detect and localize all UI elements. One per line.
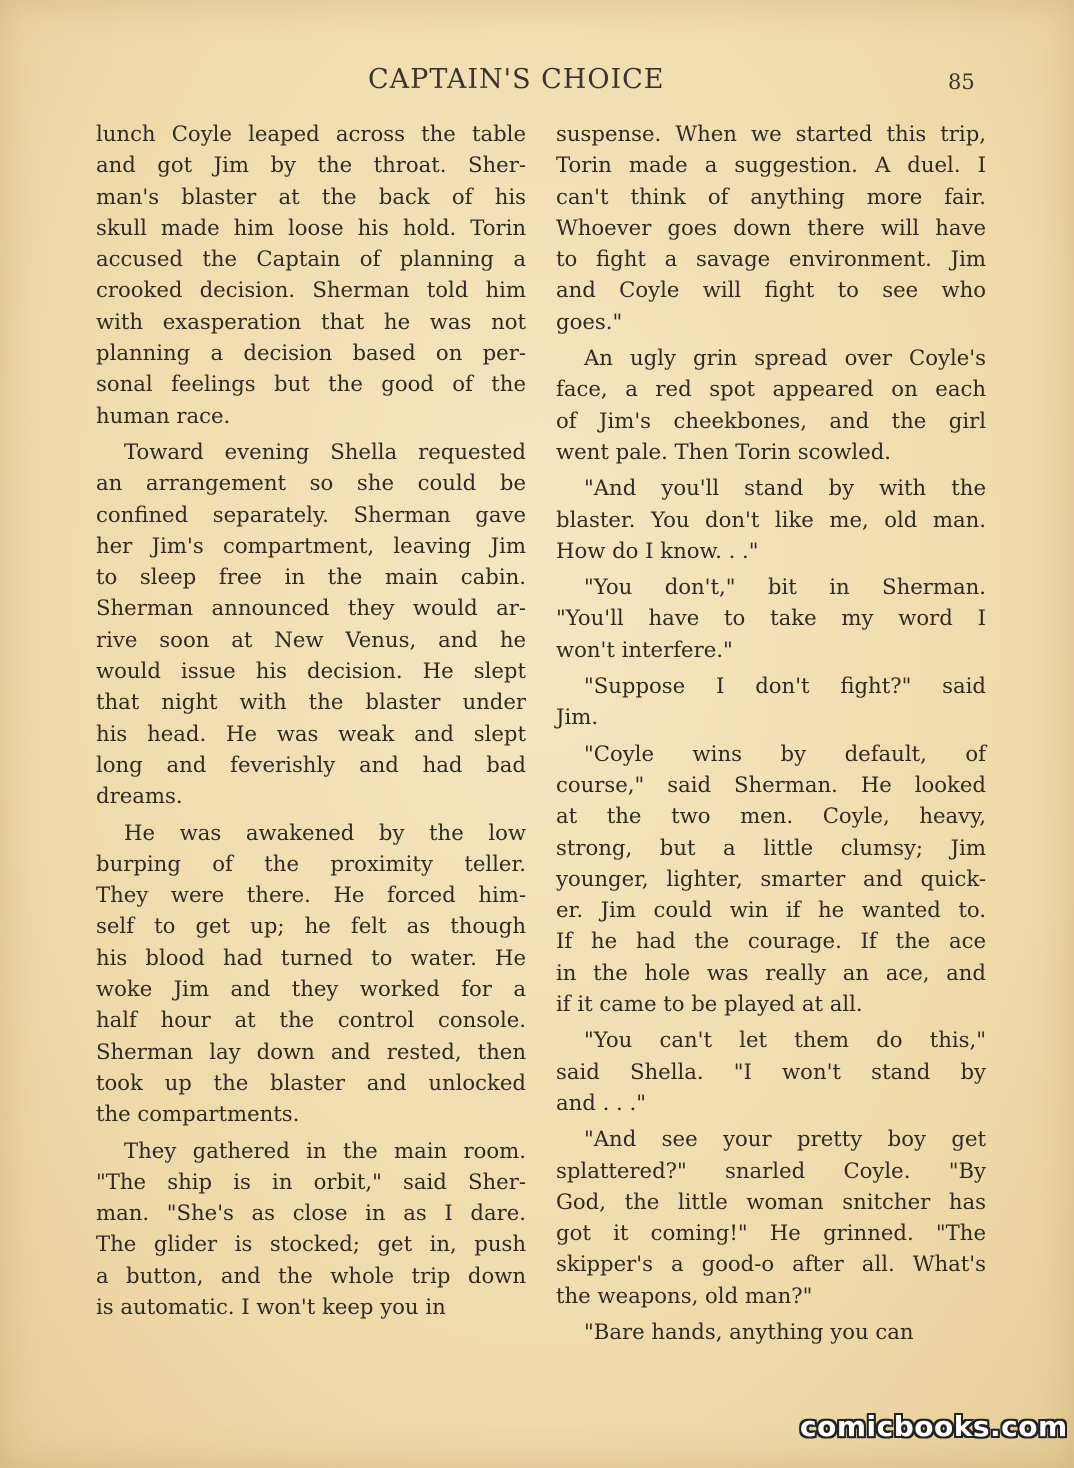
text-line: an arrangement so she could be xyxy=(96,470,526,496)
text-line: How do I know. . ." xyxy=(556,537,759,563)
text-line: her Jim's compartment, leaving Jim xyxy=(96,532,526,558)
paragraph xyxy=(556,670,986,733)
text-line: to fight a savage environment. Jim xyxy=(556,246,986,272)
text-line: his blood had turned to water. He xyxy=(96,944,526,970)
running-head xyxy=(0,64,1074,104)
text-line: can't think of anything more fair. xyxy=(556,183,986,209)
paragraph xyxy=(556,118,986,337)
text-line: with exasperation that he was not xyxy=(96,308,526,334)
text-line: Torin made a suggestion. A duel. I xyxy=(556,152,986,178)
watermark-logo: comicbooks.com xyxy=(800,1410,1068,1443)
text-line: took up the blaster and unlocked xyxy=(96,1069,526,1095)
text-line: won't interfere." xyxy=(556,636,733,662)
text-line: and . . ." xyxy=(556,1089,646,1115)
paragraph xyxy=(96,436,526,812)
paragraph xyxy=(556,1123,986,1311)
text-line: Toward evening Shella requested xyxy=(124,438,526,464)
text-line: "You don't," bit in Sherman. xyxy=(584,574,986,600)
text-line: burping of the proximity teller. xyxy=(96,850,526,876)
story-title: CAPTAIN'S CHOICE xyxy=(368,64,665,95)
text-line: to sleep free in the main cabin. xyxy=(96,564,526,590)
text-line: said Shella. "I won't stand by xyxy=(556,1058,986,1084)
text-line: the weapons, old man?" xyxy=(556,1282,813,1308)
text-line: face, a red spot appeared on each xyxy=(556,376,986,402)
text-line: course," said Sherman. He looked xyxy=(556,771,986,797)
text-line: if it came to be played at all. xyxy=(556,991,863,1017)
text-line: self to get up; he felt as though xyxy=(96,913,526,939)
text-line: long and feverishly and had bad xyxy=(96,751,526,777)
text-line: "Coyle wins by default, of xyxy=(584,740,986,766)
text-line: Whoever goes down there will have xyxy=(556,214,986,240)
paragraph xyxy=(556,472,986,566)
text-line: "Bare hands, anything you can xyxy=(584,1318,914,1344)
text-line: An ugly grin spread over Coyle's xyxy=(584,345,986,371)
text-line: that night with the blaster under xyxy=(96,689,526,715)
text-line: human race. xyxy=(96,402,231,428)
text-line: at the two men. Coyle, heavy, xyxy=(556,803,986,829)
text-line: splattered?" snarled Coyle. "By xyxy=(556,1157,986,1183)
text-line: "Suppose I don't fight?" said xyxy=(584,673,986,699)
text-line: lunch Coyle leaped across the table xyxy=(96,121,526,146)
text-line: Jim. xyxy=(556,704,599,730)
text-line: a button, and the whole trip down xyxy=(96,1262,526,1288)
text-line: He was awakened by the low xyxy=(124,819,526,845)
text-line: "And see your pretty boy get xyxy=(584,1126,986,1152)
paragraph xyxy=(556,342,986,467)
text-line: woke Jim and they worked for a xyxy=(96,976,526,1002)
text-line: and Coyle will fight to see who xyxy=(556,277,986,303)
paragraph xyxy=(96,118,526,431)
text-line: planning a decision based on per- xyxy=(96,340,526,366)
text-line: the compartments. xyxy=(96,1101,300,1127)
text-line: skipper's a good-o after all. What's xyxy=(556,1251,986,1277)
text-line: Sherman lay down and rested, then xyxy=(96,1038,526,1064)
text-line: If he had the courage. If the ace xyxy=(556,928,986,954)
text-line: man's blaster at the back of his xyxy=(96,183,526,209)
text-line: rive soon at New Venus, and he xyxy=(96,626,526,652)
text-line: God, the little woman snitcher has xyxy=(556,1188,986,1214)
text-line: his head. He was weak and slept xyxy=(96,720,526,746)
paragraph xyxy=(96,1135,526,1323)
text-line: "You can't let them do this," xyxy=(584,1027,986,1053)
paragraph xyxy=(556,738,986,1020)
text-line: would issue his decision. He slept xyxy=(96,658,526,684)
paragraph xyxy=(96,817,526,1130)
text-line: went pale. Then Torin scowled. xyxy=(556,438,892,464)
paragraph xyxy=(556,571,986,665)
text-line: dreams. xyxy=(96,783,183,809)
left-text-column xyxy=(96,118,526,1327)
text-line: blaster. You don't like me, old man. xyxy=(556,506,986,532)
text-line: confined separately. Sherman gave xyxy=(96,501,526,527)
text-line: and got Jim by the throat. Sher- xyxy=(96,152,526,178)
text-line: man. "She's as close in as I dare. xyxy=(96,1200,526,1226)
text-line: goes." xyxy=(556,308,623,334)
text-line: sonal feelings but the good of the xyxy=(96,371,526,397)
text-line: of Jim's cheekbones, and the girl xyxy=(556,407,986,433)
text-line: "The ship is in orbit," said Sher- xyxy=(96,1168,526,1194)
text-line: skull made him loose his hold. Torin xyxy=(96,214,526,240)
text-line: strong, but a little clumsy; Jim xyxy=(556,834,986,860)
text-line: They were there. He forced him- xyxy=(96,882,526,908)
paragraph xyxy=(556,1024,986,1118)
text-line: suspense. When we started this trip, xyxy=(556,121,986,146)
text-line: er. Jim could win if he wanted to. xyxy=(556,897,986,923)
right-text-column xyxy=(556,118,986,1352)
text-line: in the hole was really an ace, and xyxy=(556,959,986,985)
text-line: "You'll have to take my word I xyxy=(556,605,986,631)
text-line: They gathered in the main room. xyxy=(124,1137,526,1163)
text-line: Sherman announced they would ar- xyxy=(96,595,526,621)
text-line: younger, lighter, smarter and quick- xyxy=(556,865,986,891)
page-number: 85 xyxy=(948,70,975,94)
text-line: "And you'll stand by with the xyxy=(584,475,986,501)
text-line: The glider is stocked; get in, push xyxy=(96,1231,526,1257)
paragraph xyxy=(556,1316,986,1347)
text-line: accused the Captain of planning a xyxy=(96,246,526,272)
text-line: half hour at the control console. xyxy=(96,1007,526,1033)
text-line: is automatic. I won't keep you in xyxy=(96,1293,446,1319)
text-line: crooked decision. Sherman told him xyxy=(96,277,526,303)
text-line: got it coming!" He grinned. "The xyxy=(556,1220,986,1246)
